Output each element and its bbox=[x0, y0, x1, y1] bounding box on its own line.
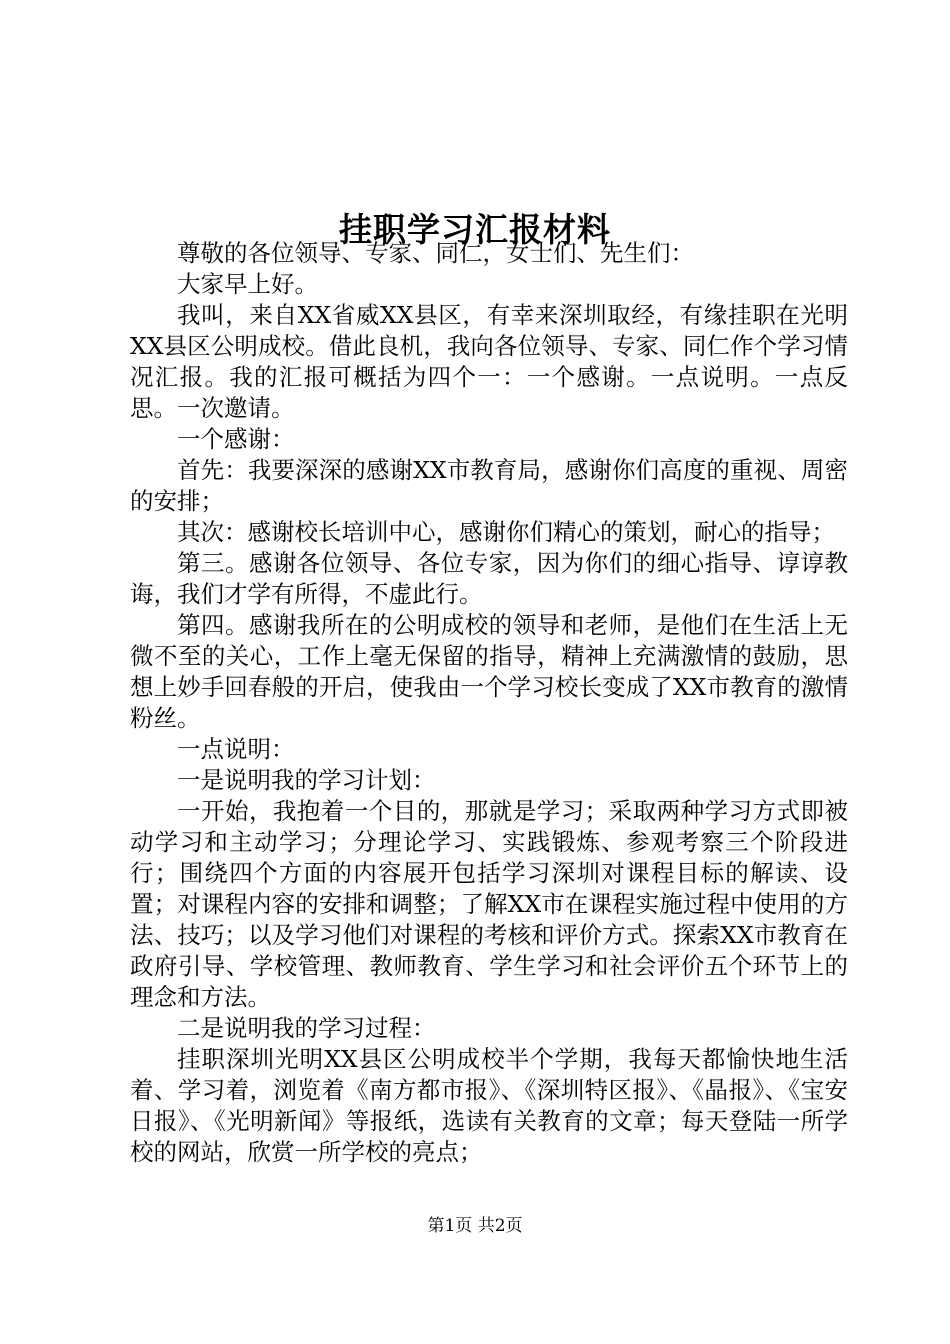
document-body bbox=[130, 238, 848, 1168]
paragraph-thanks-third: 第三。感谢各位领导、各位专家，因为你们的细心指导、谆谆教诲，我们才学有所得，不虚此行。 bbox=[130, 549, 848, 608]
paragraph-study-process: 挂职深圳光明XX县区公明成校半个学期，我每天都愉快地生活着、学习着，浏览着《南方都市报》、《深圳特区报》、《晶报》、《宝安日报》、《光明新闻》等报纸，选读有关教育的文章；每天登陆一所学校的网站，欣赏一所学校的亮点； bbox=[130, 1045, 848, 1166]
document-title: 挂职学习汇报材料 bbox=[339, 210, 611, 250]
subheading-study-process: 二是说明我的学习过程： bbox=[177, 1014, 436, 1042]
paragraph-thanks-first: 首先：我要深深的感谢XX市教育局，感谢你们高度的重视、周密的安排； bbox=[130, 456, 848, 515]
page-footer: 第1页 共2页 bbox=[427, 1216, 523, 1236]
paragraph-study-plan: 一开始，我抱着一个目的，那就是学习；采取两种学习方式即被动学习和主动学习；分理论学习、实践锻炼、参观考察三个阶段进行；围绕四个方面的内容展开包括学习深圳对课程目标的解读、设置；对课程内容的安排和调整；了解XX市在课程实施过程中使用的方法、技巧；以及学习他们对课程的考核和评价方式。探索XX市教育在政府引导、学校管理、教师教育、学生学习和社会评价五个环节上的理念和方法。 bbox=[130, 797, 848, 1011]
paragraph-good-morning: 大家早上好。 bbox=[177, 270, 318, 298]
section-heading-explanation: 一点说明： bbox=[177, 735, 295, 763]
section-heading-thanks: 一个感谢： bbox=[177, 425, 295, 453]
paragraph-thanks-fourth: 第四。感谢我所在的公明成校的领导和老师，是他们在生活上无微不至的关心，工作上毫无保留的指导，精神上充满激情的鼓励，思想上妙手回春般的开启，使我由一个学习校长变成了XX市教育的激情粉丝。 bbox=[130, 611, 848, 732]
paragraph-introduction: 我叫，来自XX省威XX县区，有幸来深圳取经，有缘挂职在光明XX县区公明成校。借此良机，我向各位领导、专家、同仁作个学习情况汇报。我的汇报可概括为四个一：一个感谢。一点说明。一点反思。一次邀请。 bbox=[130, 301, 848, 422]
subheading-study-plan: 一是说明我的学习计划： bbox=[177, 766, 436, 794]
paragraph-greeting: 尊敬的各位领导、专家、同仁，女士们、先生们： bbox=[177, 239, 694, 267]
paragraph-thanks-second: 其次：感谢校长培训中心，感谢你们精心的策划，耐心的指导； bbox=[177, 518, 835, 546]
